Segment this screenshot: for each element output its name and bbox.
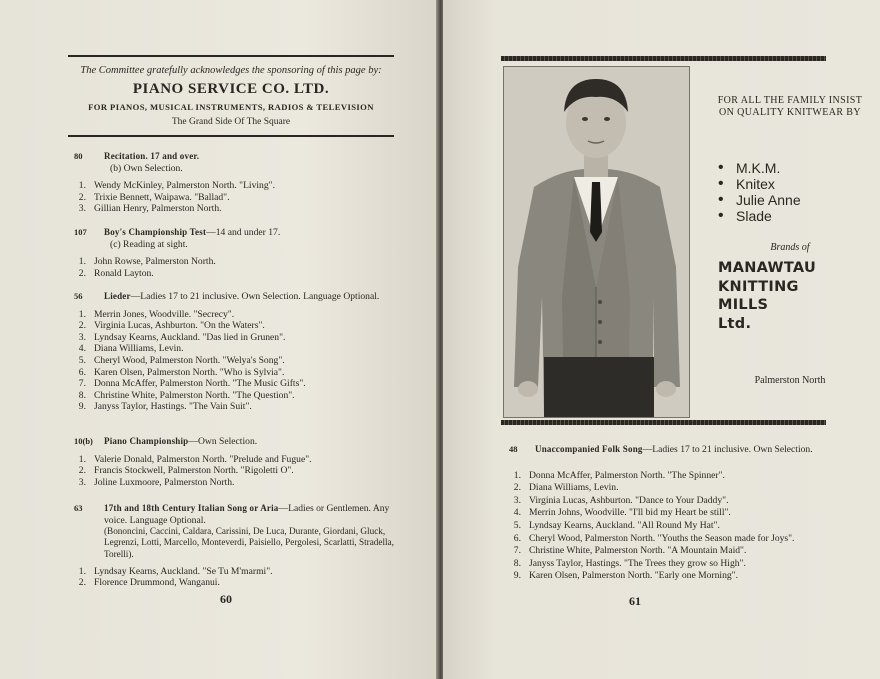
ad-bottom-rule — [501, 420, 826, 425]
brands-of-label: Brands of — [770, 242, 810, 253]
event-number: 80 — [74, 151, 83, 161]
entry-list — [74, 566, 394, 589]
event-section — [509, 444, 827, 583]
entry-number: 1. — [78, 256, 86, 268]
brand-item: • M.K.M. — [718, 160, 858, 176]
entry-number: 1. — [78, 453, 86, 465]
entry-number: 3. — [78, 331, 86, 343]
entry-text: Ronald Layton. — [94, 267, 154, 279]
entry-number: 9. — [78, 401, 86, 413]
entry-number: 3. — [78, 476, 86, 488]
advert-photo — [503, 66, 690, 418]
event-number: 48 — [509, 444, 518, 454]
event-heading — [74, 227, 394, 239]
brand-item: • Knitex — [718, 176, 858, 192]
entry-text: Virginia Lucas, Ashburton. "On the Waters". — [94, 320, 265, 332]
list-item — [509, 558, 827, 571]
entry-number: 3. — [78, 203, 86, 215]
entry-number: 4. — [78, 343, 86, 355]
entry-text: Janyss Taylor, Hastings. "The Trees they grow so High". — [529, 557, 746, 569]
list-item — [74, 401, 394, 413]
entry-text: Wendy McKinley, Palmerston North. "Living". — [94, 180, 275, 192]
list-item — [74, 378, 394, 390]
list-item — [74, 454, 394, 466]
advert-copy: FOR ALL THE FAMILY INSIST ON QUALITY KNITWEAR BY — [717, 95, 863, 118]
event-number: 56 — [74, 291, 83, 301]
event-section — [74, 151, 394, 215]
event-section — [74, 503, 394, 589]
event-title: 17th and 18th Century Italian Song or Aria — [104, 503, 279, 513]
event-heading — [74, 503, 394, 526]
list-item — [74, 367, 394, 379]
entry-text: Diana Williams, Levin. — [94, 343, 184, 355]
entry-number: 9. — [513, 570, 521, 582]
list-item — [74, 566, 394, 578]
page-number: 61 — [629, 594, 641, 608]
entry-number: 3. — [513, 494, 521, 506]
list-item — [74, 332, 394, 344]
sponsor-tagline: The Grand Side Of The Square — [171, 117, 291, 127]
event-subtitle: (b) Own Selection. — [110, 162, 183, 174]
list-item — [509, 470, 827, 483]
entry-text: Lyndsay Kearns, Auckland. "All Round My Hat". — [529, 519, 720, 531]
list-item — [509, 533, 827, 546]
sponsor-products: FOR PIANOS, MUSICAL INSTRUMENTS, RADIOS & TELEVISION — [88, 102, 374, 112]
event-subtitle: (c) Reading at sight. — [110, 238, 188, 250]
event-section — [74, 227, 394, 279]
sponsor-name: PIANO SERVICE CO. LTD. — [132, 81, 330, 97]
event-title-rest: —14 and under 17. — [206, 227, 281, 238]
entry-number: 2. — [78, 577, 86, 589]
entry-list — [74, 180, 394, 215]
entry-list — [74, 454, 394, 489]
entry-text: Christine White, Palmerston North. "The Question". — [94, 389, 295, 401]
entry-text: Karen Olsen, Palmerston North. "Who is Sylvia". — [94, 366, 285, 378]
mill-name-line: MILLS — [718, 297, 769, 313]
entry-number: 1. — [513, 469, 521, 481]
list-item — [74, 309, 394, 321]
sponsor-acknowledgement: The Committee gratefully acknowledges the sponsoring of this page by: — [80, 65, 382, 76]
event-title: Piano Championship — [104, 436, 189, 446]
event-title: Unaccompanied Folk Song — [535, 444, 643, 454]
event-composers: (Bononcini, Caccini, Caldara, Carissini, De Luca, Durante, Giordani, Gluck, Legrenzi, Lotti, Marcello, Monteverdi, Paisiello, Pergolesi, Scarlatti, Stradella, Torelli). — [104, 526, 394, 559]
entry-text: Lyndsay Kearns, Auckland. "Se Tu M'marmi". — [94, 565, 273, 577]
entry-number: 2. — [78, 191, 86, 203]
event-number: 63 — [74, 503, 83, 513]
event-heading — [74, 151, 394, 163]
list-item — [74, 465, 394, 477]
event-title-rest: —Ladies 17 to 21 inclusive. Own Selection. — [642, 444, 813, 455]
event-title-rest: —Ladies or Gentlemen. Any voice. Language Optional. — [104, 503, 390, 526]
entry-text: Virginia Lucas, Ashburton. "Dance to Your Daddy". — [529, 494, 729, 506]
list-item — [74, 320, 394, 332]
list-item — [509, 545, 827, 558]
list-item — [509, 507, 827, 520]
entry-number: 5. — [78, 354, 86, 366]
entry-text: Merrin Johns, Woodville. "I'll bid my Heart be still". — [529, 507, 731, 519]
entry-text: Diana Williams, Levin. — [529, 482, 619, 494]
entry-text: Merrin Jones, Woodville. "Secrecy". — [94, 308, 235, 320]
list-item — [509, 570, 827, 583]
list-item — [74, 343, 394, 355]
entry-text: Cheryl Wood, Palmerston North. "Youths the Season made for Joys". — [529, 532, 795, 544]
event-title: Lieder — [104, 291, 131, 301]
entry-number: 2. — [78, 267, 86, 279]
mill-name-line: MANAWTAU — [718, 260, 817, 276]
list-item — [74, 256, 394, 268]
event-number: 107 — [74, 227, 87, 237]
entry-text: Cheryl Wood, Palmerston North. "Welya's Song". — [94, 354, 285, 366]
entry-number: 1. — [78, 565, 86, 577]
entry-text: Christine White, Palmerston North. "A Mountain Maid". — [529, 545, 747, 557]
entry-text: Donna McAffer, Palmerston North. "The Spinner". — [529, 469, 725, 481]
entry-number: 7. — [513, 545, 521, 557]
event-heading — [74, 436, 394, 448]
mill-location: Palmerston North — [754, 375, 826, 386]
entry-number: 8. — [78, 389, 86, 401]
left-page — [0, 0, 438, 679]
entry-number: 2. — [78, 465, 86, 477]
list-item — [74, 203, 394, 215]
mill-name-line: KNITTING — [718, 278, 799, 295]
entry-number: 2. — [78, 320, 86, 332]
event-title-rest: —Own Selection. — [188, 436, 258, 447]
entry-number: 6. — [513, 532, 521, 544]
mill-name-line: Ltd. — [718, 315, 752, 332]
entry-list — [509, 470, 827, 583]
event-number: 10(b) — [74, 436, 93, 446]
list-item — [74, 390, 394, 402]
entry-number: 7. — [78, 378, 86, 390]
list-item — [74, 268, 394, 280]
list-item — [74, 192, 394, 204]
entry-list — [74, 256, 394, 279]
sponsor-top-rule — [68, 55, 394, 57]
entry-number: 6. — [78, 366, 86, 378]
brand-item: • Slade — [718, 208, 858, 224]
sponsor-bottom-rule — [68, 135, 394, 137]
entry-text: Joline Luxmoore, Palmerston North. — [94, 476, 235, 488]
entry-text: Karen Olsen, Palmerston North. "Early one Morning". — [529, 570, 738, 582]
entry-number: 5. — [513, 519, 521, 531]
list-item — [74, 180, 394, 192]
entry-text: Trixie Bennett, Waipawa. "Ballad". — [94, 191, 230, 203]
entry-number: 1. — [78, 180, 86, 192]
entry-text: Lyndsay Kearns, Auckland. "Das lied in Grunen". — [94, 331, 286, 343]
event-title: Recitation. 17 and over. — [104, 151, 200, 161]
list-item — [74, 355, 394, 367]
entry-number: 1. — [78, 308, 86, 320]
event-heading — [74, 291, 394, 303]
page-number: 60 — [220, 592, 232, 606]
list-item — [74, 477, 394, 489]
right-page — [443, 0, 880, 679]
entry-number: 2. — [513, 482, 521, 494]
list-item — [74, 577, 394, 589]
entry-text: Francis Stockwell, Palmerston North. "Rigoletti O". — [94, 465, 294, 477]
entry-list — [74, 309, 394, 413]
mill-name — [718, 259, 858, 333]
entry-text: Donna McAffer, Palmerston North. "The Music Gifts". — [94, 378, 306, 390]
event-heading — [509, 444, 827, 456]
event-section — [74, 436, 394, 488]
event-title-rest: —Ladies 17 to 21 inclusive. Own Selection. Language Optional. — [130, 291, 380, 302]
brand-item: • Julie Anne — [718, 192, 858, 208]
list-item — [509, 520, 827, 533]
event-section — [74, 291, 394, 413]
entry-text: Valerie Donald, Palmerston North. "Prelude and Fugue". — [94, 453, 312, 465]
event-title: Boy's Championship Test — [104, 227, 207, 237]
entry-number: 4. — [513, 507, 521, 519]
entry-number: 8. — [513, 557, 521, 569]
entry-text: John Rowse, Palmerston North. — [94, 256, 216, 268]
entry-text: Janyss Taylor, Hastings. "The Vain Suit". — [94, 401, 252, 413]
list-item — [509, 495, 827, 508]
man-in-cardigan-photo — [504, 67, 689, 417]
brand-list — [718, 160, 858, 224]
entry-text: Gillian Henry, Palmerston North. — [94, 203, 222, 215]
ad-top-rule — [501, 56, 826, 61]
list-item — [509, 482, 827, 495]
entry-text: Florence Drummond, Wanganui. — [94, 577, 220, 589]
